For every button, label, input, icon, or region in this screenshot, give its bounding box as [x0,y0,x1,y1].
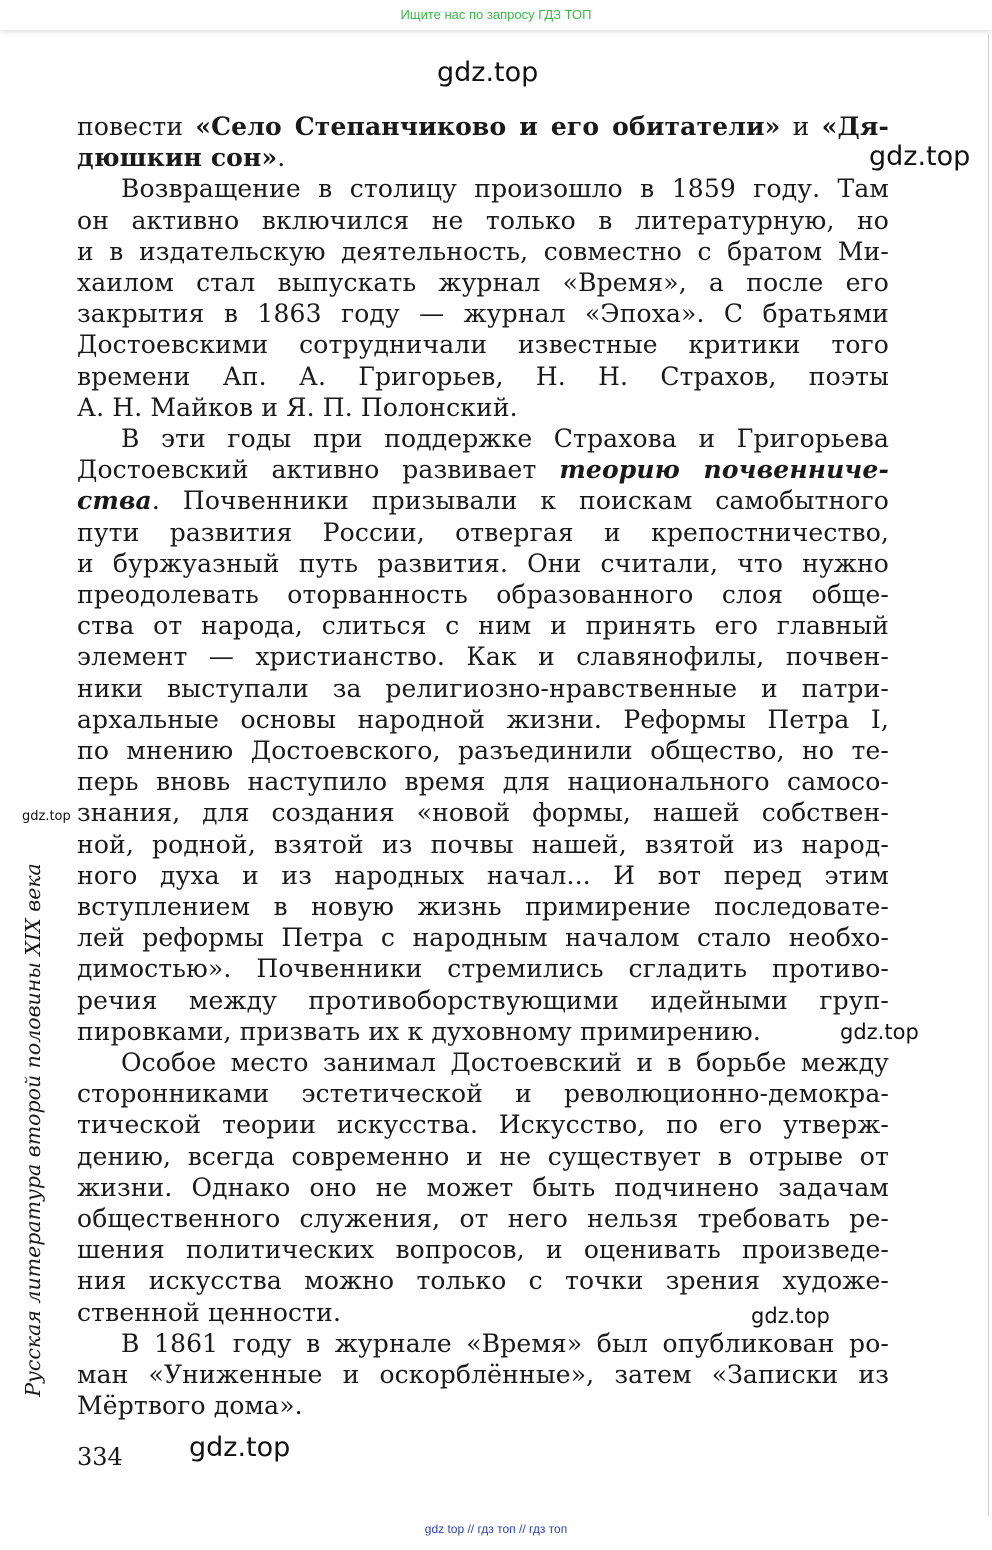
text-line: закрытия в 1863 году — журнал «Эпоха». С братьями [77,299,889,329]
side-running-title: Русская литература второй половины XIX века [21,863,45,1397]
watermark-mid-low: gdz.top [751,1304,830,1328]
text-line: пировками, призвать их к духовному примирению. [77,1016,761,1046]
text-line: дению, всегда современно и не существует в отрыве от [77,1141,889,1171]
text-line: и буржуазный путь развития. Они считали, что нужно [77,548,889,578]
text-line: Достоевский активно развивает теорию почвенниче- [77,455,889,485]
text-line: перь вновь наступило время для национального самосо- [77,767,889,797]
text-line: преодолевать оторванность образованного слоя обще- [77,580,889,609]
text-line: архальные основы народной жизни. Реформы Петра I, [77,704,889,734]
text-line: ственной ценности. [77,1297,342,1327]
text-line: А. Н. Майков и Я. П. Полонский. [77,392,518,422]
banner-text: Ищите нас по запросу ГДЗ ТОП [400,7,592,22]
text-line: общественного служения, от него нельзя требовать ре- [77,1204,889,1233]
text-line: Особое место занимал Достоевский и в борьбе между [121,1048,889,1077]
page-edge-divider [988,34,989,1516]
text-line: по мнению Достоевского, разъединили общество, но те- [77,736,889,765]
text-line: пути развития России, отвергая и крепостничество, [77,517,889,547]
text-line: ники выступали за религиозно-нравственные и патри- [77,673,889,703]
text-line: повести «Село Степанчиково и его обитатели» и «Дя- [77,112,889,141]
text-line: В 1861 году в журнале «Время» был опубликован ро- [121,1328,889,1358]
text-line: Мёртвого дома». [77,1391,303,1421]
text-line: жизни. Однако оно не может быть подчинено задачам [77,1172,889,1202]
text-line: ства от народа, слиться с ним и принять его главный [77,611,889,641]
text-line: дюшкин сон». [77,143,286,173]
text-line: сторонниками эстетической и революционно-демокра- [77,1079,889,1109]
text-line: ства. Почвенники призывали к поискам самобытного [77,486,889,516]
text-line: элемент — христианство. Как и славянофилы, почвен- [77,642,889,672]
footer-links: gdz top // гдз топ // гдз топ [424,1522,568,1536]
text-line: ман «Униженные и оскорблённые», затем «Записки из [77,1360,889,1389]
text-line: В эти годы при поддержке Страхова и Григорьева [121,424,889,453]
text-line: времени Ап. А. Григорьев, Н. Н. Страхов, поэты [77,361,889,391]
watermark-right-mid: gdz.top [840,1020,919,1044]
text-line: шения политических вопросов, и оценивать произведе- [77,1235,889,1265]
text-line: ной, родной, взятой из почвы нашей, взятой из народ- [77,829,889,859]
watermark-right-top: gdz.top [869,141,971,172]
text-line: вступлением в новую жизнь примирение последовате- [77,892,889,921]
text-line: ния искусства можно только с точки зрения художе- [77,1266,889,1296]
text-line: и в издательскую деятельность, совместно с братом Ми- [77,236,889,266]
text-line: Возвращение в столицу произошло в 1859 году. Там [121,174,889,204]
page-number: 334 [77,1443,123,1471]
watermark-bottom: gdz.top [189,1432,291,1463]
text-line: димостью». Почвенники стремились сгладить противо- [77,954,889,984]
text-line: хаилом стал выпускать журнал «Время», а после его [77,268,889,297]
text-line: знания, для создания «новой формы, нашей собствен- [77,798,889,828]
top-banner [0,0,992,30]
watermark-left-mid: gdz.top [22,809,71,824]
text-line: он активно включился не только в литературную, но [77,205,889,235]
text-line: речия между противоборствующими идейными груп- [77,985,889,1015]
watermark-top: gdz.top [437,57,539,88]
text-line: тической теории искусства. Искусство, по его утверж- [77,1110,889,1140]
text-line: ного духа и из народных начал... И вот перед этим [77,860,889,890]
text-line: Достоевскими сотрудничали известные критики того [77,330,889,360]
text-line: лей реформы Петра с народным началом стало необхо- [77,923,889,953]
